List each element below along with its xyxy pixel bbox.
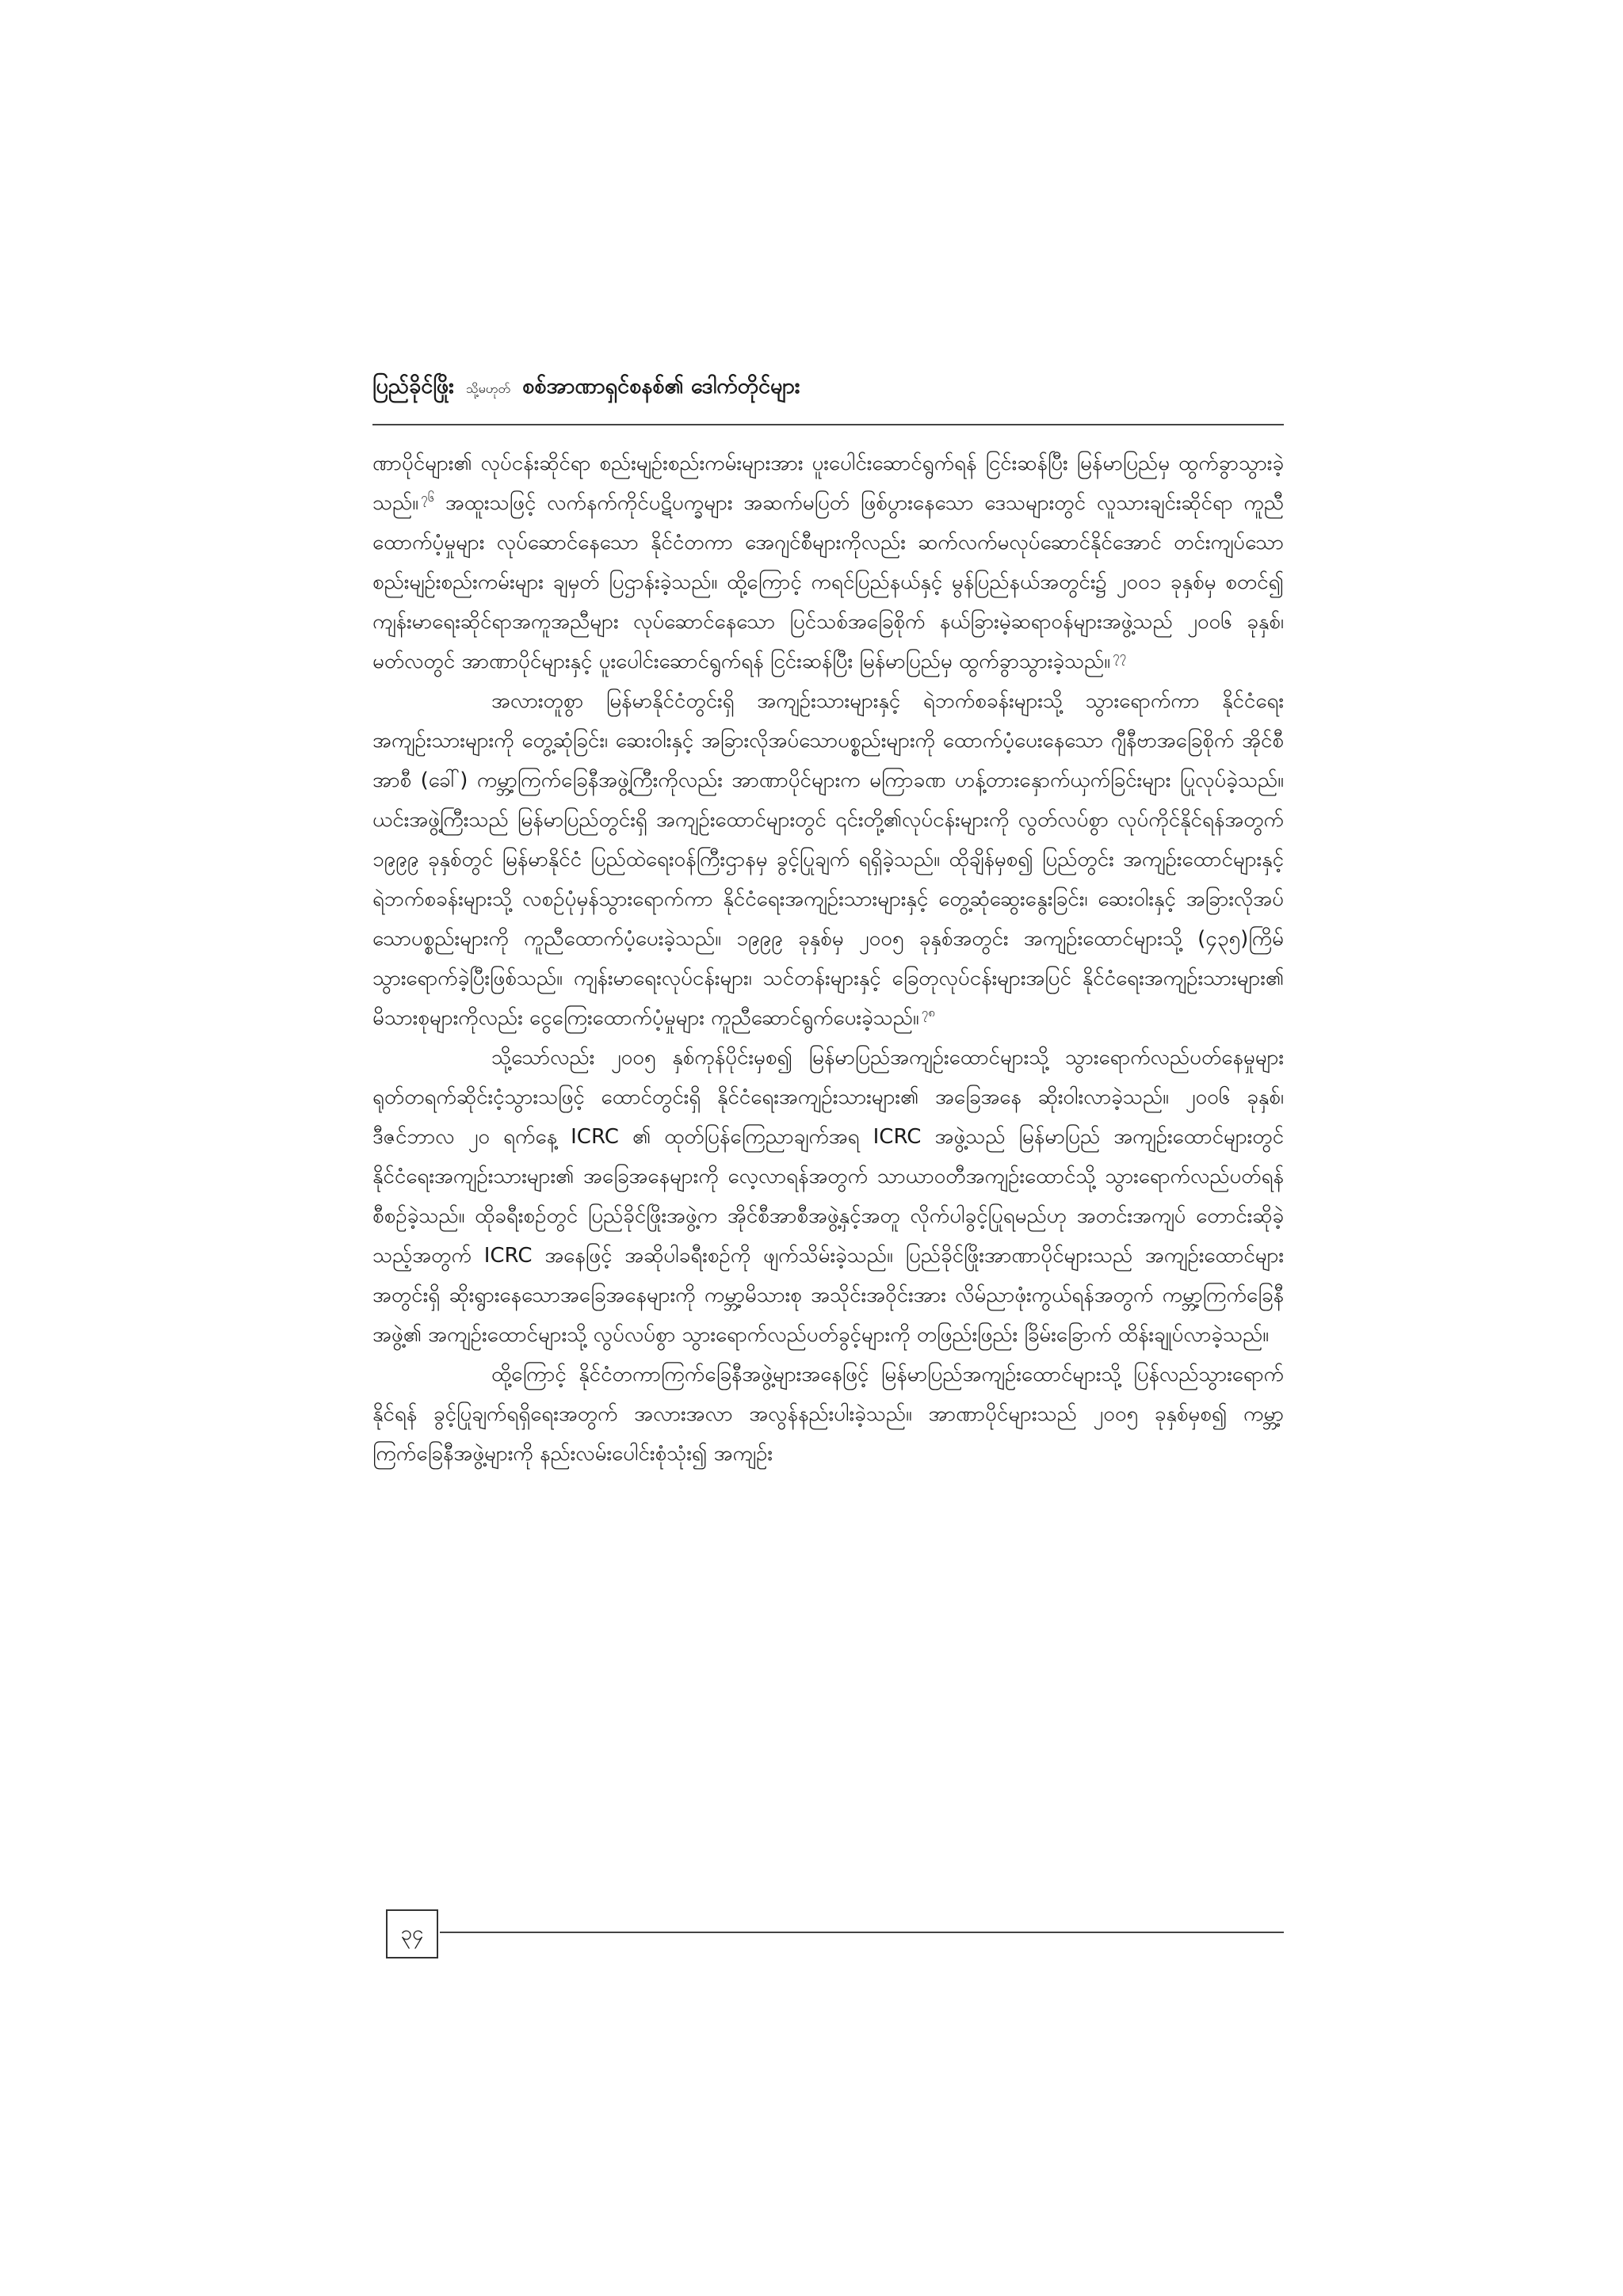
running-header [372,372,1284,420]
paragraph-4-text: ထို့ကြောင့် နိုင်ငံတကာကြက်ခြေနီအဖွဲ့များအနေဖြင့် မြန်မာပြည်အကျဉ်းထောင်များသို့ ပြန်လည်သွားရောက်နိုင်ရန် ခွင့်ပြုချက်ရရှိရေးအတွက် အလားအလာ အလွန်နည်းပါးခဲ့သည်။ အာဏာပိုင်များသည် ၂၀၀၅ ခုနှစ်မှစ၍ ကမ္ဘာ့ကြက်ခြေနီအဖွဲ့များကို နည်းလမ်းပေါင်းစုံသုံး၍ အကျဉ်း [372,1363,1284,1466]
running-header-conjunction: သို့မဟုတ် [466,381,510,396]
running-header-title: ပြည်ခိုင်ဖြိုး [372,374,455,399]
paragraph-1-text: ဏာပိုင်များ၏ လုပ်ငန်းဆိုင်ရာ စည်းမျဉ်းစည်းကမ်းများအား ပူးပေါင်းဆောင်ရွက်ရန် ငြင်းဆန်ပြီး မြန်မာပြည်မှ ထွက်ခွာသွားခဲ့သည်။ [372,452,1284,515]
header-rule [372,424,1284,425]
footnote-ref-77[interactable]: ၇၇ [1113,649,1126,664]
paragraph-3-text: သို့သော်လည်း ၂၀၀၅ နှစ်ကုန်ပိုင်းမှစ၍ မြန်မာပြည်အကျဉ်းထောင်များသို့ သွားရောက်လည်ပတ်နေမှုများ ရုတ်တရက်ဆိုင်းငံ့သွားသဖြင့် ထောင်တွင်းရှိ နိုင်ငံရေးအကျဉ်းသားများ၏ အခြေအနေ ဆိုးဝါးလာခဲ့သည်။ ၂၀၀၆ ခုနှစ်၊ ဒီဇင်ဘာလ ၂၀ ရက်နေ့ ICRC ၏ ထုတ်ပြန်ကြေညာချက်အရ ICRC အဖွဲ့သည် မြန်မာပြည် အကျဉ်းထောင်များတွင် နိုင်ငံရေးအကျဉ်းသားများ၏ အခြေအနေများကို လေ့လာရန်အတွက် သာယာဝတီအကျဉ်းထောင်သို့ သွားရောက်လည်ပတ်ရန် စီစဉ်ခဲ့သည်။ ထိုခရီးစဉ်တွင် ပြည်ခိုင်ဖြိုးအဖွဲ့က အိုင်စီအာစီအဖွဲ့နှင့်အတူ လိုက်ပါခွင့်ပြုရမည်ဟု အတင်းအကျပ် တောင်းဆိုခဲ့သည့်အတွက် ICRC အနေဖြင့် အဆိုပါခရီးစဉ်ကို ဖျက်သိမ်းခဲ့သည်။ ပြည်ခိုင်ဖြိုးအာဏာပိုင်များသည် အကျဉ်းထောင်များအတွင်းရှိ ဆိုးရွားနေသောအခြေအနေများကို ကမ္ဘာ့မိသားစု အသိုင်းအဝိုင်းအား လိမ်ညာဖုံးကွယ်ရန်အတွက် ကမ္ဘာ့ကြက်ခြေနီအဖွဲ့၏ အကျဉ်းထောင်များသို့ လွပ်လပ်စွာ သွားရောက်လည်ပတ်ခွင့်များကို တဖြည်းဖြည်း ခြိမ်းခြောက် ထိန်းချုပ်လာခဲ့သည်။ [372,1046,1284,1347]
page-number [386,1909,438,1958]
paragraph-2-text: အလားတူစွာ မြန်မာနိုင်ငံတွင်းရှိ အကျဉ်းသားများနှင့် ရဲဘက်စခန်းများသို့ သွားရောက်ကာ နိုင်ငံရေးအကျဉ်းသားများကို တွေ့ဆုံခြင်း၊ ဆေးဝါးနှင့် အခြားလိုအပ်သောပစ္စည်းများကို ထောက်ပံ့ပေးနေသော ဂျီနီဗာအခြေစိုက် အိုင်စီအာစီ (ခေါ်) ကမ္ဘာ့ကြက်ခြေနီအဖွဲ့ကြီးကိုလည်း အာဏာပိုင်များက မကြာခဏ ဟန့်တားနှောက်ယှက်ခြင်းများ ပြုလုပ်ခဲ့သည်။ ယင်းအဖွဲ့ကြီးသည် မြန်မာပြည်တွင်းရှိ အကျဉ်းထောင်များတွင် ၎င်းတို့၏လုပ်ငန်းများကို လွတ်လပ်စွာ လုပ်ကိုင်နိုင်ရန်အတွက် ၁၉၉၉ ခုနှစ်တွင် မြန်မာနိုင်ငံ ပြည်ထဲရေးဝန်ကြီးဌာနမှ ခွင့်ပြုချက် ရရှိခဲ့သည်။ ထိုချိန်မှစ၍ ပြည်တွင်း အကျဉ်းထောင်များနှင့် ရဲဘက်စခန်းများသို့ လစဉ်ပုံမှန်သွားရောက်ကာ နိုင်ငံရေးအကျဉ်းသားများနှင့် တွေ့ဆုံဆွေးနွေးခြင်း၊ ဆေးဝါးနှင့် အခြားလိုအပ်သောပစ္စည်းများကို ကူညီထောက်ပံ့ပေးခဲ့သည်။ ၁၉၉၉ ခုနှစ်မှ ၂၀၀၅ ခုနှစ်အတွင်း အကျဉ်းထောင်များသို့ (၄၃၅)ကြိမ် သွားရောက်ခဲ့ပြီးဖြစ်သည်။ ကျန်းမာရေးလုပ်ငန်းများ၊ သင်တန်းများနှင့် ခြေတုလုပ်ငန်းများအပြင် နိုင်ငံရေးအကျဉ်းသားများ၏ မိသားစုများကိုလည်း ငွေကြေးထောက်ပံ့မှုများ ကူညီဆောင်ရွက်ပေးခဲ့သည်။ [372,689,1284,1030]
paragraph-2 [372,681,1284,1038]
footnote-ref-76[interactable]: ၇၆ [421,490,435,505]
page-number-text: ၃၄ [400,1920,424,1945]
running-header-subtitle: စစ်အာဏာရှင်စနစ်၏ ဒေါက်တိုင်များ [522,374,800,399]
paragraph-1-text-continued: အထူးသဖြင့် လက်နက်ကိုင်ပဋိပက္ခများ အဆက်မပြတ် ဖြစ်ပွားနေသော ဒေသများတွင် လူသားချင်းဆိုင်ရာ ကူညီထောက်ပံ့မှုများ လုပ်ဆောင်နေသော နိုင်ငံတကာ အေဂျင်စီများကိုလည်း ဆက်လက်မလုပ်ဆောင်နိုင်အောင် တင်းကျပ်သော စည်းမျဉ်းစည်းကမ်းများ ချမှတ် ပြဌာန်းခဲ့သည်။ ထို့ကြောင့် ကရင်ပြည်နယ်နှင့် မွန်ပြည်နယ်အတွင်း၌ ၂၀၀၁ ခုနှစ်မှ စတင်၍ ကျန်းမာရေးဆိုင်ရာအကူအညီများ လုပ်ဆောင်နေသော ပြင်သစ်အခြေစိုက် နယ်ခြားမဲ့ဆရာဝန်များအဖွဲ့သည် ၂၀၀၆ ခုနှစ်၊ မတ်လတွင် အာဏာပိုင်များနှင့် ပူးပေါင်းဆောင်ရွက်ရန် ငြင်းဆန်ပြီး မြန်မာပြည်မှ ထွက်ခွာသွားခဲ့သည်။ [372,491,1284,673]
paragraph-3 [372,1038,1284,1355]
body-text [372,444,1284,1917]
footer-rule [440,1932,1284,1933]
paragraph-4 [372,1355,1284,1474]
footnote-ref-78[interactable]: ၇၈ [921,1005,935,1020]
paragraph-1 [372,444,1284,681]
